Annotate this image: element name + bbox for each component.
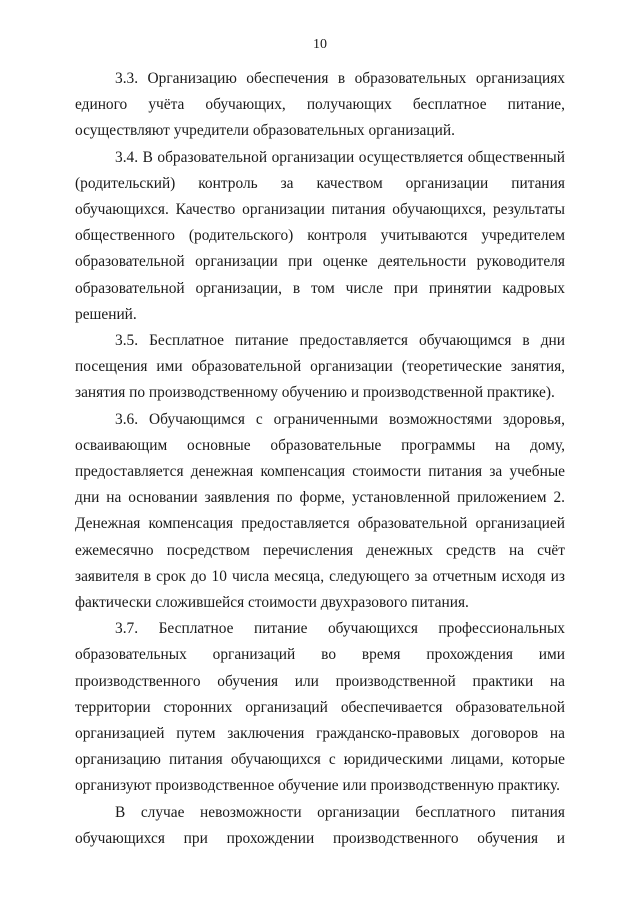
page-number: 10 — [313, 37, 327, 52]
document-body — [75, 66, 565, 852]
paragraph-case-impossibility: В случае невозможности организации бесплатного питания обучающихся при прохождении производственного обучения и — [75, 803, 565, 847]
paragraph-3-3: 3.3. Организацию обеспечения в образовательных организациях единого учёта обучающих, получающих бесплатное питание, осуществляют учредители образовательных организаций. — [75, 70, 565, 140]
paragraph-3-5: 3.5. Бесплатное питание предоставляется обучающимся в дни посещения ими образовательной организации (теоретические занятия, занятия по производственному обучению и производственной практике). — [75, 332, 565, 402]
paragraph-3-6: 3.6. Обучающимся с ограниченными возможностями здоровья, осваивающим основные образовательные программы на дому, предоставляется денежная компенсация стоимости питания за учебные дни на основании заявления по форме, установленной приложением 2. Денежная компенсация предоставляется образовательной организацией ежемесячно посредством перечисления денежных средств на счёт заявителя в срок до 10 числа месяца, следующего за отчетным исходя из фактически сложившейся стоимости двухразового питания. — [75, 410, 565, 612]
paragraph-3-7: 3.7. Бесплатное питание обучающихся профессиональных образовательных организаций во время прохождения ими производственного обучения или производственной практики на территории сторонних организаций обеспечивается образовательной организацией путем заключения гражданско-правовых договоров на организацию питания обучающихся с юридическими лицами, которые организуют производственное обучение или производственную практику. — [75, 620, 565, 795]
paragraph-3-4: 3.4. В образовательной организации осуществляется общественный (родительский) контроль за качеством организации питания обучающихся. Качество организации питания обучающихся, результаты общественного (родительского) контроля учитываются учредителем образовательной организации при оценке деятельности руководителя образовательной организации, в том числе при принятии кадровых решений. — [75, 148, 565, 323]
